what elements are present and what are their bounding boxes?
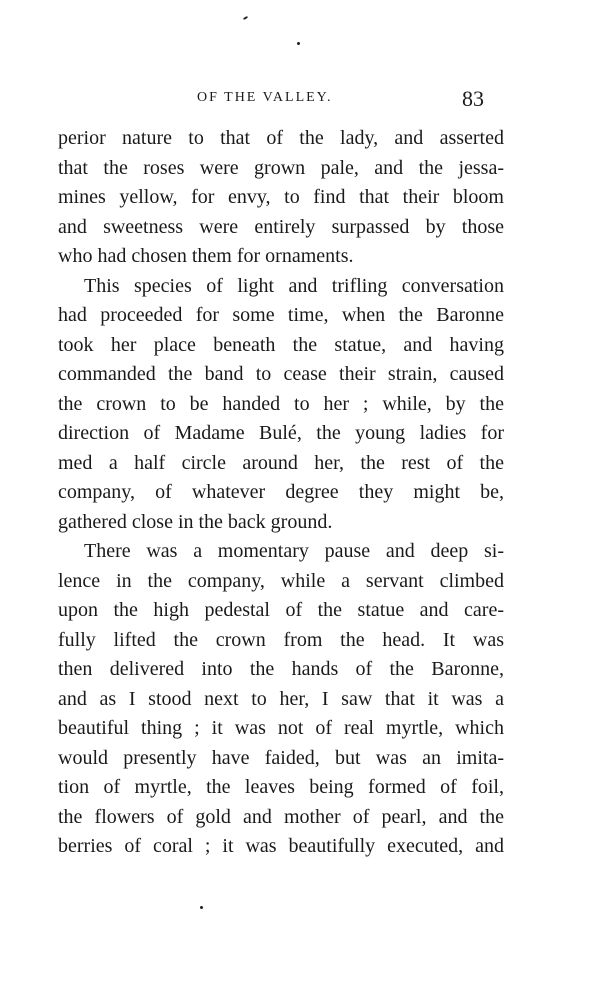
text-line: then delivered into the hands of the Baronne, (58, 658, 504, 680)
ink-speck (297, 42, 300, 45)
text-line: fully lifted the crown from the head. It was (58, 628, 504, 651)
text-line: had proceeded for some time, when the Baronne (58, 304, 504, 326)
text-line: med a half circle around her, the rest of the (58, 451, 504, 474)
text-line: company, of whatever degree they might be, (58, 481, 504, 503)
page-number: 83 (462, 86, 484, 111)
text-line: who had chosen them for ornaments. (58, 245, 354, 267)
text-line: and sweetness were entirely surpassed by those (58, 215, 504, 238)
text-line: gathered close in the back ground. (58, 510, 333, 533)
text-line: perior nature to that of the lady, and asserted (58, 127, 504, 149)
text-line: mines yellow, for envy, to find that their bloom (58, 186, 504, 208)
body-text (58, 124, 504, 862)
running-head (0, 86, 613, 110)
text-line: upon the high pedestal of the statue and care- (58, 599, 504, 621)
text-line: and as I stood next to her, I saw that it was a (58, 687, 504, 710)
text-line: would presently have faided, but was an imita- (58, 746, 504, 769)
text-line: direction of Madame Bulé, the young ladies for (58, 422, 504, 444)
text-line: berries of coral ; it was beautifully executed, and (58, 835, 504, 857)
text-line: tion of myrtle, the leaves being formed of foil, (58, 776, 504, 798)
text-line: commanded the band to cease their strain, caused (58, 363, 504, 385)
ink-speck (200, 906, 203, 909)
text-line: This species of light and trifling conversation (84, 274, 504, 297)
text-line: There was a momentary pause and deep si- (84, 540, 504, 562)
text-line: that the roses were grown pale, and the jessa- (58, 156, 504, 179)
text-line: the flowers of gold and mother of pearl, and the (58, 805, 504, 828)
text-line: beautiful thing ; it was not of real myrtle, which (58, 717, 504, 739)
ink-speck (243, 16, 248, 20)
text-line: the crown to be handed to her ; while, by the (58, 392, 504, 415)
text-line: took her place beneath the statue, and having (58, 333, 504, 356)
text-line: lence in the company, while a servant climbed (58, 569, 504, 592)
running-title: OF THE VALLEY. (197, 90, 333, 105)
